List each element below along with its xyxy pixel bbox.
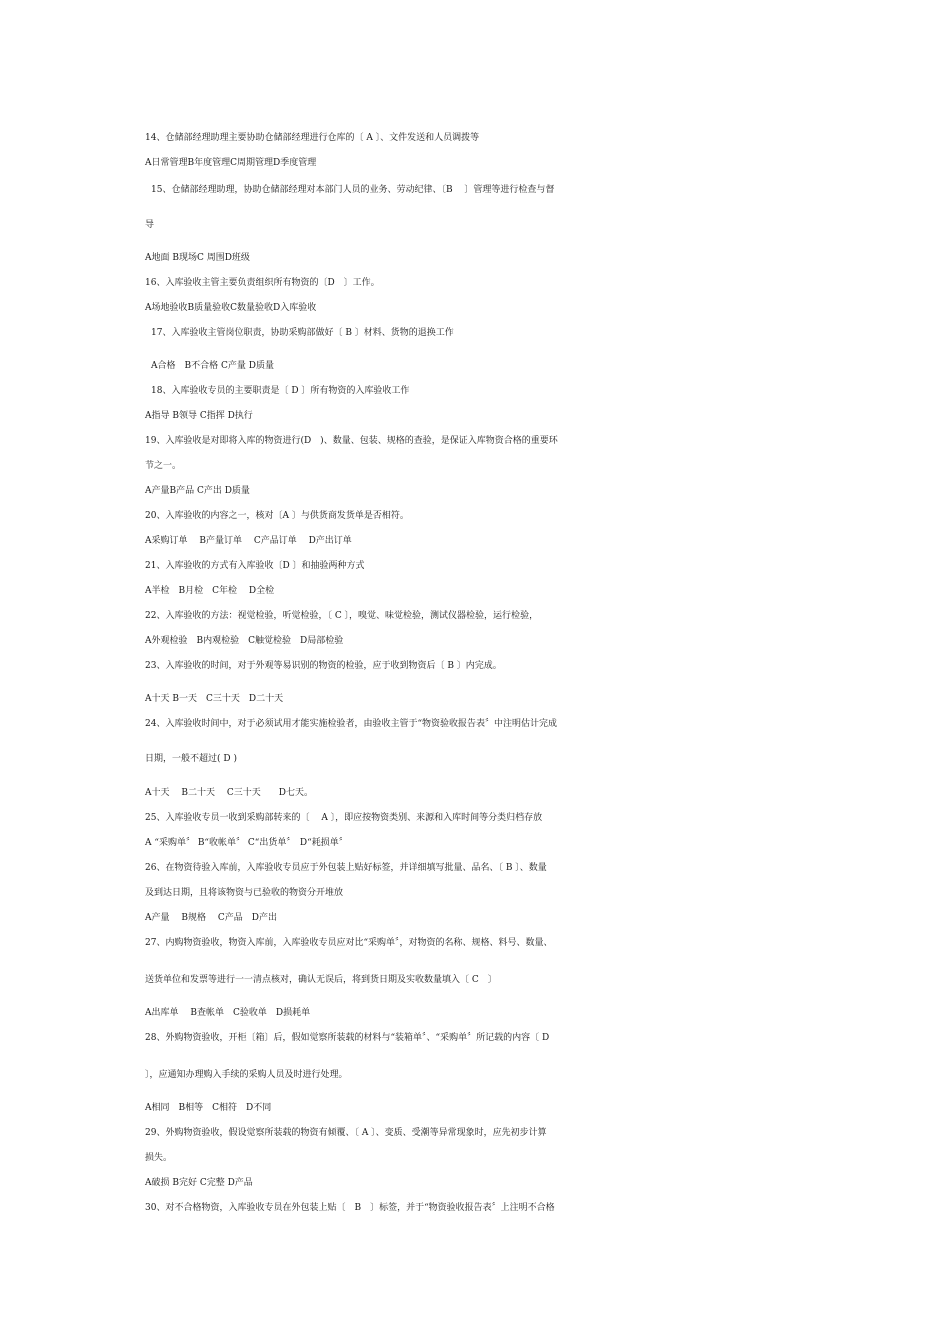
question-19: 19、入库验收是对即将入库的物资进行(D )、数量、包装、规格的查验，是保证入库物资合格的重要环 [145, 436, 558, 446]
question-21: 21、入库验收的方式有入库验收〔D 〕和抽验两种方式 [145, 561, 365, 571]
options-14: A日常管理B年度管理C周期管理D季度管理 [145, 158, 317, 168]
options-29: A破损 B完好 C完整 D产品 [145, 1178, 253, 1188]
question-29: 29、外购物资验收，假设觉察所装载的物资有倾覆、〔 A 〕、变质、受潮等异常现象时，应先初步计算 [145, 1128, 547, 1138]
options-23: A十天 B一天 C三十天 D二十天 [145, 694, 284, 704]
options-28: A相同 B相等 C相符 D不同 [145, 1103, 272, 1113]
options-16: A场地验收B质量验收C数量验收D入库验收 [145, 303, 317, 313]
question-15: 15、仓储部经理助理，协助仓储部经理对本部门人员的业务、劳动纪律、〔B 〕管理等进行检查与督 [151, 185, 555, 195]
options-27: A出库单 B查帐单 C验收单 D损耗单 [145, 1008, 311, 1018]
question-28-cont: 〕，应通知办理购入手续的采购人员及时进行处理。 [145, 1070, 348, 1080]
question-24: 24、入库验收时间中，对于必须试用才能实施检验者，由验收主管于“物资验收报告表〞中注明估计完成 [145, 719, 558, 729]
question-17: 17、入库验收主管岗位职责，协助采购部做好〔 B 〕材料、货物的退换工作 [151, 328, 454, 338]
question-14: 14、仓储部经理助理主要协助仓储部经理进行仓库的〔 A 〕、文件发送和人员调拨等 [145, 133, 480, 143]
question-22: 22、入库验收的方法：视觉检验，听觉检验，〔 C 〕，嗅觉、味觉检验，测试仪器检验，运行检验， [145, 611, 539, 621]
options-24: A十天 B二十天 C三十天 D七天。 [145, 788, 313, 798]
options-19: A产量B产品 C产出 D质量 [145, 486, 250, 496]
question-27: 27、内购物资验收，物资入库前，入库验收专员应对比“采购单〞，对物资的名称、规格、料号、数量、 [145, 938, 553, 948]
options-25: A “采购单〞 B“收帐单〞 C“出货单〞 D“耗损单〞 [145, 838, 348, 848]
options-21: A半检 B月检 C年检 D全检 [145, 586, 275, 596]
question-29-cont: 损失。 [145, 1153, 173, 1163]
question-15-cont: 导 [145, 220, 155, 230]
question-26: 26、在物资待验入库前，入库验收专员应于外包装上贴好标签，并详细填写批量、品名、〔 B 〕、数量 [145, 863, 547, 873]
question-23: 23、入库验收的时间，对于外观等易识别的物资的检验，应于收到物资后〔 B 〕内完成。 [145, 661, 502, 671]
options-26: A产量 B规格 C产品 D产出 [145, 913, 277, 923]
options-17: A合格 B不合格 C产量 D质量 [151, 361, 274, 371]
question-16: 16、入库验收主管主要负责组织所有物资的〔D 〕工作。 [145, 278, 380, 288]
options-22: A外观检验 B内观检验 C触觉检验 D局部检验 [145, 636, 344, 646]
question-18: 18、入库验收专员的主要职责是〔 D 〕所有物资的入库验收工作 [151, 386, 410, 396]
question-26-cont: 及到达日期，且将该物资与已验收的物资分开堆放 [145, 888, 344, 898]
options-20: A采购订单 B产量订单 C产品订单 D产出订单 [145, 536, 352, 546]
options-18: A指导 B领导 C指挥 D执行 [145, 411, 253, 421]
question-19-cont: 节之一。 [145, 461, 182, 471]
options-15: A地面 B现场C 周围D班级 [145, 253, 250, 263]
question-27-cont: 送货单位和发票等进行一一清点核对，确认无误后，将到货日期及实收数量填入〔 C 〕 [145, 975, 497, 985]
question-28: 28、外购物资验收，开柜〔箱〕后，假如觉察所装载的材料与“装箱单〞、“采购单〞所记载的内容〔 D [145, 1033, 550, 1043]
question-24-cont: 日期，一般不超过( D ) [145, 754, 237, 764]
question-30: 30、对不合格物资，入库验收专员在外包装上贴〔 B 〕标签，并于“物资验收报告表〞上注明不合格 [145, 1203, 555, 1213]
question-20: 20、入库验收的内容之一，核对〔A 〕与供货商发货单是否相符。 [145, 511, 409, 521]
question-25: 25、入库验收专员一收到采购部转来的〔 A 〕，即应按物资类别、来源和入库时间等分类归档存放 [145, 813, 543, 823]
